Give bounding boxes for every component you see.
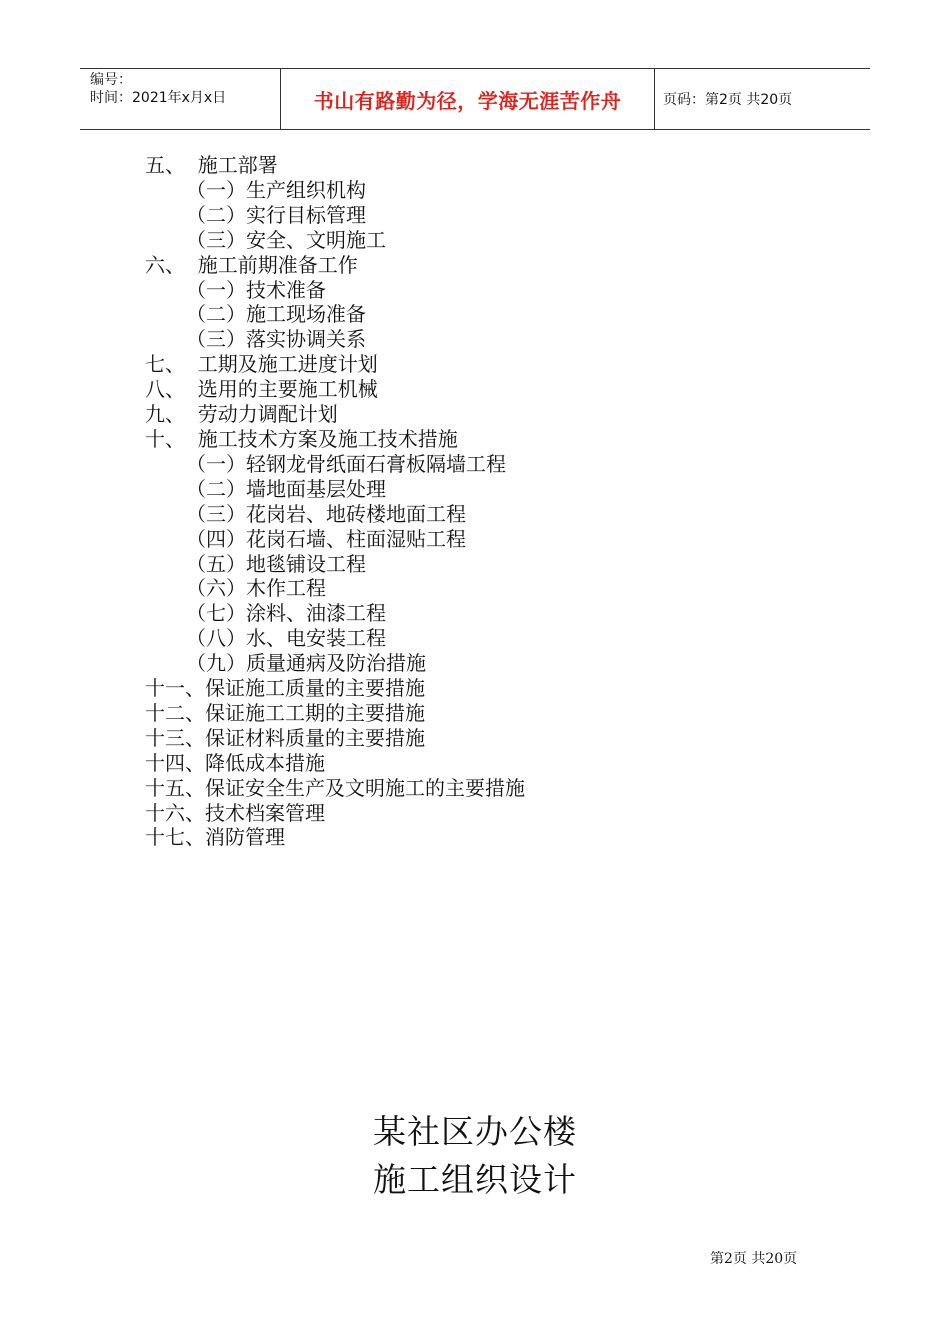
toc-subitem: （五）地毯铺设工程 [186,551,366,576]
page-header [80,68,870,130]
header-motto: 书山有路勤为径，学海无涯苦作舟 [281,69,655,129]
toc-subitem: （七）涂料、油漆工程 [186,601,386,626]
header-page-number: 页码：第2页 共20页 [663,92,793,108]
toc-subitem: （一）生产组织机构 [186,177,366,202]
toc-item: 十六、技术档案管理 [145,800,325,825]
toc-subitem: （九）质量通病及防治措施 [186,651,426,676]
toc-item: 七、 工期及施工进度计划 [145,352,378,377]
toc-item: 十四、降低成本措施 [145,750,325,775]
table-of-contents [145,153,525,850]
toc-item: 十、 施工技术方案及施工技术措施 [145,426,458,451]
page-footer: 第2页 共20页 [710,1251,798,1267]
toc-subitem: （一）技术准备 [186,277,326,302]
document-number: 编号： [90,72,132,88]
toc-item: 五、 施工部署 [145,153,278,177]
toc-item: 八、 选用的主要施工机械 [145,377,378,402]
toc-item: 十二、保证施工工期的主要措施 [145,700,425,725]
toc-item: 九、 劳动力调配计划 [145,402,338,427]
document-title-line2: 施工组织设计 [373,1160,577,1199]
document-date: 时间：2021年x月x日 [90,90,227,106]
toc-subitem: （三）花岗岩、地砖楼地面工程 [186,501,466,526]
toc-item: 十七、消防管理 [145,825,285,850]
toc-subitem: （八）水、电安装工程 [186,626,386,651]
toc-subitem: （四）花岗石墙、柱面湿贴工程 [186,526,466,551]
toc-item: 十五、保证安全生产及文明施工的主要措施 [145,775,525,800]
toc-item: 十一、保证施工质量的主要措施 [145,676,425,701]
toc-subitem: （二）实行目标管理 [186,202,366,227]
toc-subitem: （二）墙地面基层处理 [186,476,386,501]
toc-subitem: （二）施工现场准备 [186,302,366,327]
toc-subitem: （六）木作工程 [186,576,326,601]
toc-item: 十三、保证材料质量的主要措施 [145,725,425,750]
toc-subitem: （三）安全、文明施工 [186,227,386,252]
toc-subitem: （一）轻钢龙骨纸面石膏板隔墙工程 [186,451,506,476]
document-title-line1: 某社区办公楼 [373,1112,577,1151]
toc-subitem: （三）落实协调关系 [186,327,366,352]
toc-item: 六、 施工前期准备工作 [145,252,358,277]
header-meta [80,69,281,129]
